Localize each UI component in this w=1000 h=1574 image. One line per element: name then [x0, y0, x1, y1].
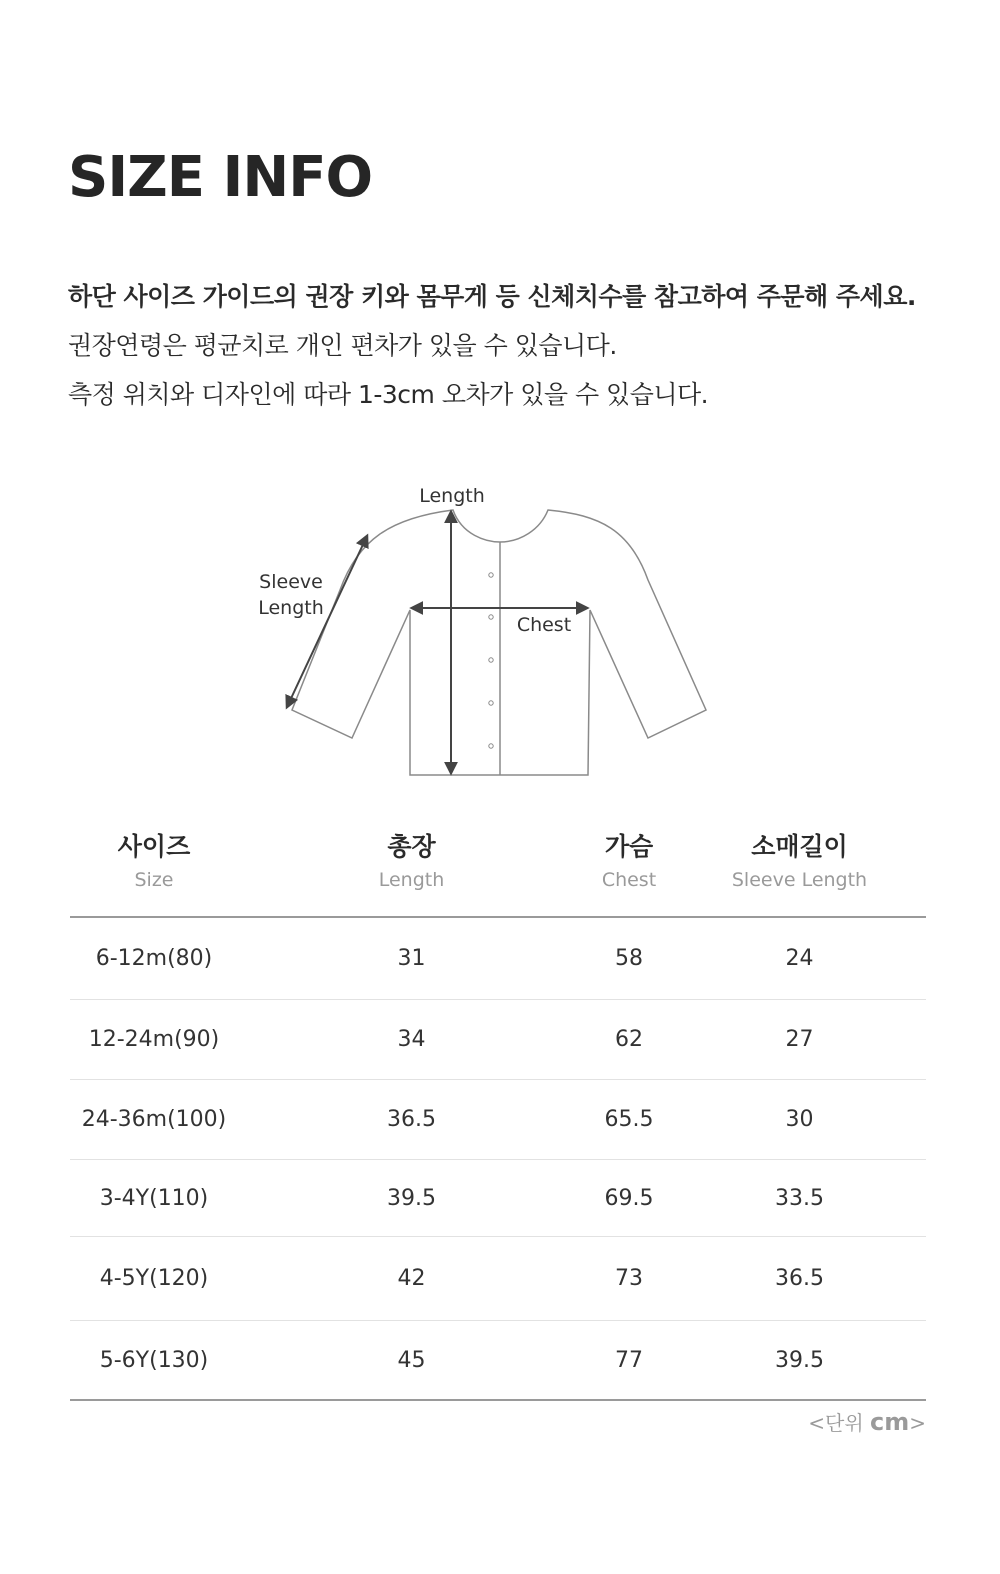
cell-size: 5-6Y(130)	[99, 1347, 209, 1373]
header-sleeve-length	[673, 828, 926, 916]
header-size	[70, 828, 238, 916]
cell-length: 36.5	[387, 1107, 436, 1132]
cell-sleeve: 39.5	[775, 1347, 824, 1373]
header-size-ko: 사이즈	[117, 832, 191, 861]
header-chest-ko: 가슴	[604, 832, 654, 861]
header-chest	[585, 828, 673, 916]
header-sleeve-ko: 소매길이	[751, 832, 848, 861]
cardigan-outline	[292, 510, 706, 775]
table-row	[70, 1237, 926, 1321]
table-row	[70, 1000, 926, 1080]
sleeve-label-line2: Length	[258, 597, 324, 619]
header-length-ko: 총장	[387, 832, 436, 861]
header-length-en: Length	[378, 869, 445, 891]
cell-chest: 73	[615, 1266, 643, 1291]
header-length	[238, 828, 585, 916]
cell-size: 4-5Y(120)	[99, 1266, 209, 1291]
cell-length: 39.5	[387, 1185, 436, 1211]
unit-label: 단위	[825, 1411, 864, 1435]
size-table-body	[70, 918, 926, 1401]
cell-sleeve: 30	[785, 1107, 814, 1132]
cell-size: 12-24m(90)	[88, 1027, 220, 1052]
header-size-en: Size	[134, 869, 174, 891]
table-row	[70, 1321, 926, 1401]
cell-size: 24-36m(100)	[81, 1107, 227, 1132]
table-row	[70, 918, 926, 1000]
cell-size: 6-12m(80)	[95, 946, 213, 971]
cell-length: 45	[397, 1347, 426, 1373]
cell-length: 34	[397, 1027, 426, 1052]
cell-sleeve: 27	[785, 1027, 814, 1052]
size-table-header	[70, 828, 926, 918]
cell-size: 3-4Y(110)	[99, 1185, 209, 1211]
length-label: Length	[419, 485, 485, 507]
header-sleeve-en: Sleeve Length	[731, 869, 868, 891]
cell-sleeve: 36.5	[775, 1266, 824, 1291]
unit-value: cm	[870, 1408, 910, 1436]
chest-label: Chest	[516, 614, 572, 636]
header-chest-en: Chest	[601, 869, 657, 891]
note-age-deviation: 권장연령은 평균치로 개인 편차가 있을 수 있습니다.	[68, 331, 617, 360]
cell-chest: 69.5	[604, 1185, 654, 1211]
cell-chest: 62	[615, 1027, 643, 1052]
note-measure-error: 측정 위치와 디자인에 따라 1-3cm 오차가 있을 수 있습니다.	[68, 380, 709, 409]
unit-note	[808, 1407, 926, 1436]
garment-measurement-diagram	[0, 470, 1000, 790]
note-order-guide: 하단 사이즈 가이드의 권장 키와 몸무게 등 신체치수를 참고하여 주문해 주세요.	[68, 282, 916, 311]
unit-open-bracket: <	[808, 1411, 825, 1435]
cell-chest: 65.5	[604, 1107, 654, 1132]
size-notes	[68, 272, 948, 419]
cell-sleeve: 33.5	[775, 1185, 824, 1211]
sleeve-label-line1: Sleeve	[259, 571, 323, 593]
cell-sleeve: 24	[785, 946, 814, 971]
unit-close-bracket: >	[909, 1411, 926, 1435]
page-title: SIZE INFO	[68, 145, 373, 210]
cell-chest: 77	[615, 1347, 643, 1373]
table-row	[70, 1160, 926, 1237]
cell-length: 42	[397, 1266, 426, 1291]
cell-length: 31	[397, 946, 426, 971]
size-table	[70, 828, 926, 1401]
cell-chest: 58	[615, 946, 643, 971]
table-row	[70, 1080, 926, 1160]
